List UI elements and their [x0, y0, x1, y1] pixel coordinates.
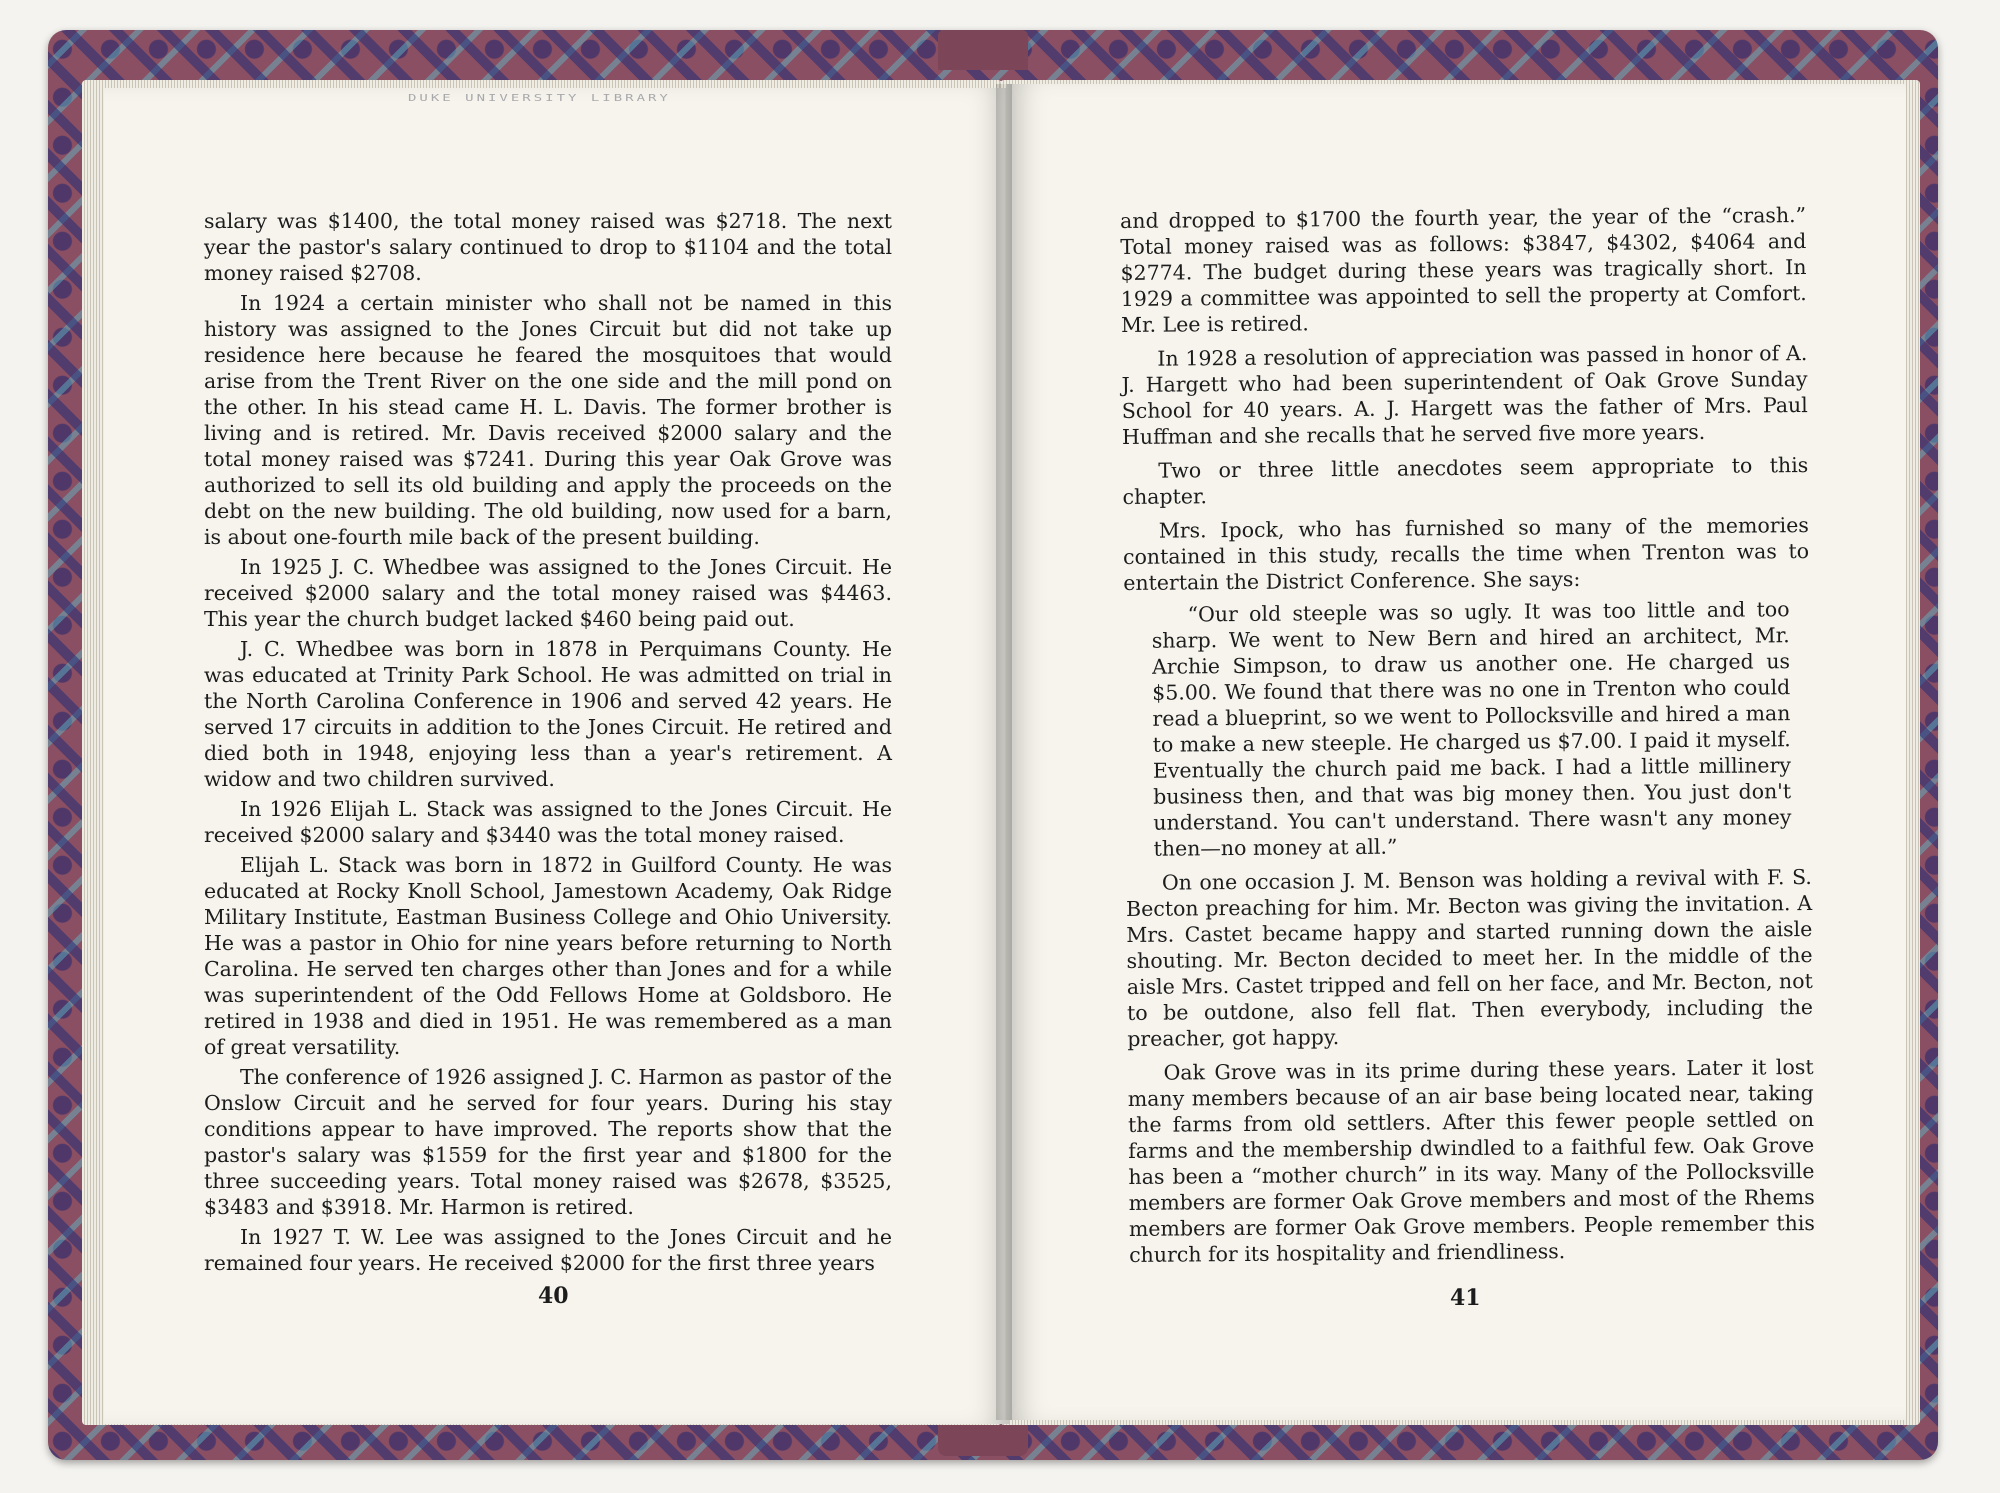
paragraph: and dropped to $1700 the fourth year, the year of the “crash.” Total money raised was as follows: $3847, $4302, $4064 and $2774. The budget during these years was tragically short. In 1929 a committee was appointed to sell the property at Comfort. Mr. Lee is retired.	[1120, 203, 1807, 337]
paragraph: Two or three little anecdotes seem appropriate to this chapter.	[1122, 453, 1809, 509]
paragraph: The conference of 1926 assigned J. C. Harmon as pastor of the Onslow Circuit and he served for four years. During his stay conditions appear to have improved. The reports show that the pastor's salary was $1559 for the first year and $1800 for the three succeeding years. Total money raised was $2678, $3525, $3483 and $3918. Mr. Harmon is retired.	[204, 1065, 892, 1219]
block-quote: “Our old steeple was so ugly. It was too little and too sharp. We went to New Bern and hired an architect, Mr. Archie Simpson, to draw us another one. He charged us $5.00. We found that there was no one in Trenton who could read a blueprint, so we went to Pollocksville and hired a man to make a new steeple. He charged us $7.00. I paid it myself. Eventually the church paid me back. I had a little millinery business then, and that was big money then. You just don't understand. You can't understand. There wasn't any money then—no money at all.”	[1151, 597, 1792, 861]
paragraph: In 1928 a resolution of appreciation was passed in honor of A. J. Hargett who had been superintendent of Oak Grove Sunday School for 40 years. A. J. Hargett was the father of Mrs. Paul Huffman and she recalls that he served five more years.	[1121, 341, 1808, 449]
paragraph: On one occasion J. M. Benson was holding a revival with F. S. Becton preaching for him. Mr. Becton was giving the invitation. A Mrs. Castet became happy and started running down the aisle shouting. Mr. Becton decided to meet her. In the middle of the aisle Mrs. Castet tripped and fell on her face, and Mr. Becton, not to be outdone, also fell flat. Then everybody, including the preacher, got happy.	[1126, 864, 1814, 1051]
paragraph: Mrs. Ipock, who has furnished so many of the memories contained in this study, recalls the time when Trenton was to entertain the District Conference. She says:	[1122, 513, 1810, 595]
book-gutter	[996, 84, 1012, 1420]
paragraph: Oak Grove was in its prime during these years. Later it lost many members because of an air base being located near, taking the farms from old settlers. After this fewer people settled on farms and the membership dwindled to a faithful few. Oak Grove has been a “mother church” in its way. Many of the Pollocksville members are former Oak Grove members and most of the Rhems members are former Oak Grove members. People remember this church for its hospitality and friendliness.	[1127, 1054, 1815, 1267]
book-spine-bottom	[938, 1420, 1028, 1456]
left-page-text	[204, 208, 892, 1280]
book-spine-top	[938, 30, 1028, 70]
paragraph: In 1925 J. C. Whedbee was assigned to the Jones Circuit. He received $2000 salary and the total money raised was $4463. This year the church budget lacked $460 being paid out.	[204, 555, 892, 631]
paragraph: In 1927 T. W. Lee was assigned to the Jones Circuit and he remained four years. He received $2000 for the first three years	[204, 1225, 892, 1275]
right-page-text	[1120, 202, 1815, 1272]
library-stamp: DUKE UNIVERSITY LIBRARY	[408, 92, 671, 104]
page-number-left: 40	[538, 1283, 569, 1309]
paragraph: In 1924 a certain minister who shall not be named in this history was assigned to the Jones Circuit but did not take up residence here because he feared the mosquitoes that would arise from the Trent River on the one side and the mill pond on the other. In his stead came H. L. Davis. The former brother is living and is retired. Mr. Davis received $2000 salary and the total money raised was $7241. During this year Oak Grove was authorized to sell its old building and apply the proceeds on the debt on the new building. The old building, now used for a barn, is about one-fourth mile back of the present building.	[204, 291, 892, 549]
paragraph: J. C. Whedbee was born in 1878 in Perquimans County. He was educated at Trinity Park School. He was admitted on trial in the North Carolina Conference in 1906 and served 42 years. He served 17 circuits in addition to the Jones Circuit. He retired and died both in 1948, enjoying less than a year's retirement. A widow and two children survived.	[204, 637, 892, 791]
page-number-right: 41	[1450, 1285, 1481, 1311]
paragraph: Elijah L. Stack was born in 1872 in Guilford County. He was educated at Rocky Knoll School, Jamestown Academy, Oak Ridge Military Institute, Eastman Business College and Ohio University. He was a pastor in Ohio for nine years before returning to North Carolina. He served ten charges other than Jones and for a while was superintendent of the Odd Fellows Home at Goldsboro. He retired in 1938 and died in 1951. He was remembered as a man of great versatility.	[204, 853, 892, 1059]
paragraph: salary was $1400, the total money raised was $2718. The next year the pastor's salary continued to drop to $1104 and the total money raised $2708.	[204, 209, 892, 285]
paragraph: In 1926 Elijah L. Stack was assigned to the Jones Circuit. He received $2000 salary and $3440 was the total money raised.	[204, 797, 892, 847]
